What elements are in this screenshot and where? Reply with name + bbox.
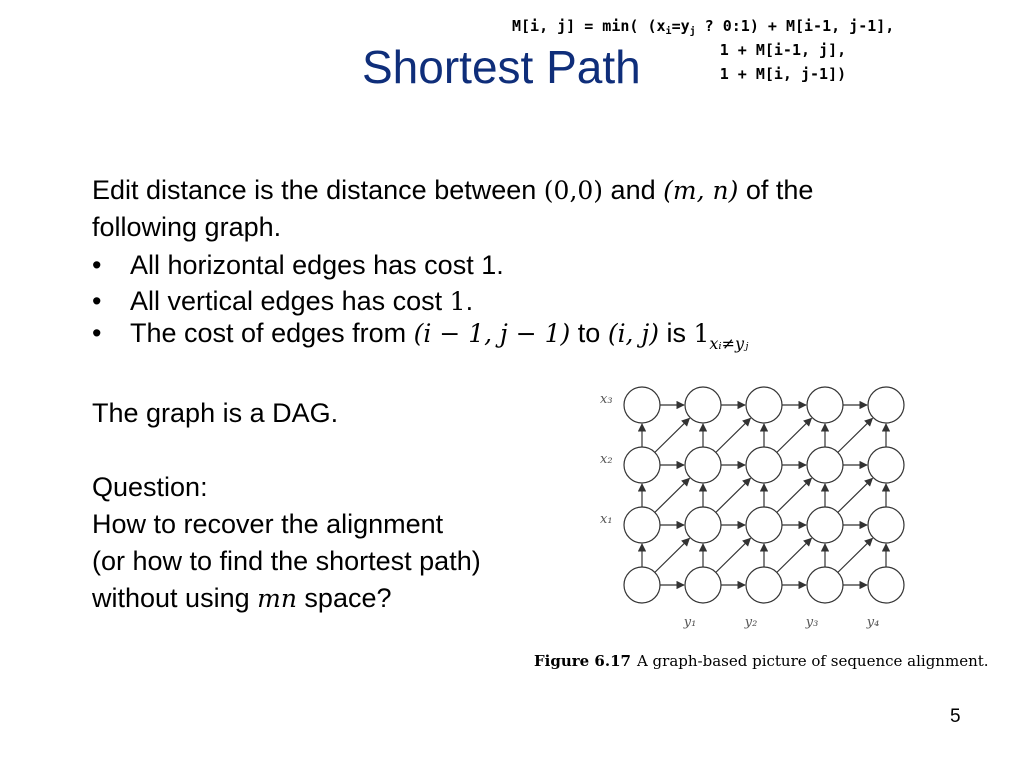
grid-node (807, 567, 843, 603)
math-prev-node: (i − 1, j − 1) (413, 319, 571, 348)
bullet-text: All vertical edges has cost (130, 286, 450, 316)
math-end-node: (m, n) (663, 176, 739, 205)
row-label: x₂ (600, 452, 613, 467)
grid-node (807, 387, 843, 423)
diagonal-edge (655, 418, 690, 452)
intro-text-3: of the (738, 175, 814, 205)
diagonal-edge (777, 478, 812, 512)
intro-text-2: and (603, 175, 664, 205)
diagonal-edge (655, 538, 690, 572)
diagonal-edge (716, 538, 751, 572)
intro-line-1 (92, 172, 813, 209)
intro-line-2: following graph. (92, 212, 282, 242)
bullet-diagonal-cost (92, 315, 748, 362)
grid-node (685, 507, 721, 543)
figure-caption-text: A graph-based picture of sequence alignment. (636, 652, 989, 670)
bullet-text: The cost of edges from (130, 318, 414, 348)
grid-node (624, 387, 660, 423)
question-line-2: (or how to find the shortest path) (92, 546, 481, 576)
diagonal-edge (838, 478, 873, 512)
column-label: y₄ (866, 615, 880, 630)
grid-node (746, 567, 782, 603)
grid-node (685, 447, 721, 483)
intro-text-1: Edit distance is the distance between (92, 175, 544, 205)
grid-node (624, 507, 660, 543)
grid-node (868, 567, 904, 603)
bullet-text: All horizontal edges has cost 1. (130, 250, 504, 280)
diagonal-edge (716, 418, 751, 452)
math-origin: (0,0) (543, 176, 604, 205)
grid-node (624, 567, 660, 603)
grid-node (807, 447, 843, 483)
grid-node (746, 447, 782, 483)
recurrence-sub-i: i (665, 26, 672, 37)
column-label: y₁ (683, 615, 697, 630)
bullet-dot: • (92, 286, 102, 316)
column-label: y₃ (805, 615, 819, 630)
grid-node (807, 507, 843, 543)
bullet-is: is (658, 318, 694, 348)
question-text: without using (92, 583, 258, 613)
dag-statement: The graph is a DAG. (92, 398, 339, 428)
question-line-1: How to recover the alignment (92, 509, 444, 539)
bullet-dot: • (92, 250, 102, 280)
math-indicator: 1 (693, 319, 710, 348)
grid-node (868, 447, 904, 483)
diagonal-edge (838, 538, 873, 572)
math-node: (i, j) (607, 319, 659, 348)
math-indicator-subscript: xᵢ≠yⱼ (709, 334, 749, 353)
bullet-to: to (570, 318, 608, 348)
diagonal-edge (838, 418, 873, 452)
diagonal-edge (777, 538, 812, 572)
question-end: space? (296, 583, 392, 613)
diagonal-edge (777, 418, 812, 452)
bullet-horizontal-cost (92, 247, 504, 283)
page-number: 5 (950, 706, 961, 727)
figure-number: Figure 6.17 (534, 652, 631, 670)
figure-caption (534, 652, 989, 670)
math-mn: mn (257, 584, 297, 613)
recurrence-line2: 1 + M[i-1, j], (719, 41, 847, 59)
row-label: x₃ (600, 392, 613, 407)
column-label: y₂ (744, 615, 758, 630)
recurrence-line3: 1 + M[i, j-1]) (719, 65, 847, 83)
grid-node (685, 567, 721, 603)
bullet-period: . (465, 286, 474, 316)
math-one: 1 (449, 287, 466, 316)
slide-title: Shortest Path (362, 41, 641, 93)
recurrence-sub-j: j (689, 26, 696, 37)
grid-node (685, 387, 721, 423)
grid-node (746, 507, 782, 543)
grid-node (624, 447, 660, 483)
recurrence-eq: =y (671, 17, 690, 35)
question-line-3 (92, 580, 392, 617)
grid-node (868, 507, 904, 543)
grid-node (746, 387, 782, 423)
row-label: x₁ (600, 512, 613, 527)
bullet-dot: • (92, 318, 102, 348)
recurrence-line1-prefix: M[i, j] = min( (x (512, 17, 666, 35)
diagonal-edge (716, 478, 751, 512)
alignment-grid-figure (590, 380, 920, 635)
grid-node (868, 387, 904, 423)
question-label: Question: (92, 472, 208, 502)
recurrence-line1-suffix: ? 0:1) + M[i-1, j-1], (695, 17, 895, 35)
diagonal-edge (655, 478, 690, 512)
